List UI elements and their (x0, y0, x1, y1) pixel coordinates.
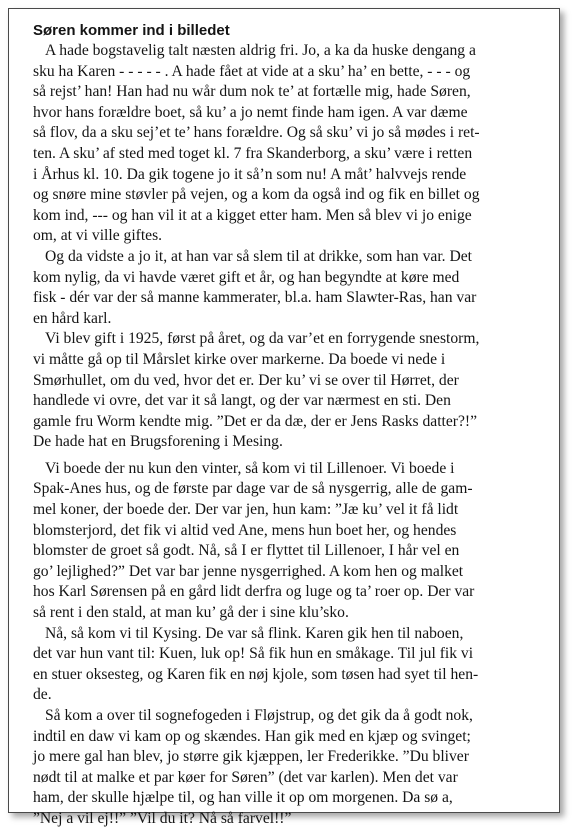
paragraph (33, 706, 555, 830)
paragraph (33, 329, 555, 453)
text-line: Vi blev gift i 1925, først på året, og da var’et en forrygende snestorm, (45, 330, 480, 348)
text-line: og snøre mine støvler på vejen, og a kom da også ind og fik en billet og (33, 186, 480, 204)
text-line: Spak-Anes hus, og de første par dage var de så nysgerrig, alle de gam- (33, 480, 473, 498)
text-line: handlede vi ovre, det var it så langt, og der var nærmest en sti. Den (33, 392, 451, 410)
text-line: ham, der skulle hjælpe til, og han ville it op om morgenen. Da sø a, (33, 789, 453, 807)
text-line: Så kom a over til sognefogeden i Fløjstrup, og det gik da å godt nok, (45, 707, 473, 724)
text-line: A hade bogstavelig talt næsten aldrig fri. Jo, a ka da huske dengang a (45, 42, 476, 59)
text-line: Og da vidste a jo it, at han var så slem til at drikke, som han var. Det (45, 247, 472, 265)
document-title: Søren kommer ind i billedet (33, 22, 230, 39)
text-line: indtil en daw vi kam op og skændes. Han gik med en kjæp og svinget; (33, 727, 471, 745)
paragraph (33, 624, 555, 706)
document-frame (8, 8, 560, 827)
text-line: nødt til at malke et par køer for Søren” (det var karlen). Men det var (33, 768, 458, 786)
text-line: kom ind, --- og han vil it at a kigget etter ham. Men så blev vi jo enige (33, 206, 472, 224)
text-line: blomster de groet så godt. Nå, så I er flyttet til Lillenoer, I hår vel en (33, 542, 460, 560)
text-line: kom nylig, da vi havde været gift et år, og han begyndte at køre med (33, 268, 460, 286)
text-line: så flov, da a sku sej’et te’ hans forældre. Og så sku’ vi jo så mødes i ret- (33, 124, 480, 142)
text-line: hvor hans forældre boet, så ku’ a jo nemt finde ham igen. A var dæme (33, 103, 468, 121)
document-body (33, 21, 555, 830)
text-line: så rent i den stald, at man ku’ gå der i sine klu’sko. (33, 604, 349, 622)
text-line: i Århus kl. 10. Da gik togene jo it så’n som nu! A måt’ halvvejs rende (33, 165, 467, 183)
text-line: Vi boede der nu kun den vinter, så kom vi til Lillenoer. Vi boede i (45, 459, 455, 477)
paragraph (33, 41, 555, 247)
text-line: så rejst’ han! Han had nu wår dum nok te’ at fortælle mig, hade Søren, (33, 83, 471, 101)
text-line: hos Karl Sørensen på en gård lidt derfra og luge og ta’ roer op. Der var (33, 583, 475, 601)
text-line: om, at vi ville giftes. (33, 227, 163, 245)
text-line: Nå, så kom vi til Kysing. De var så flink. Karen gik hen til naboen, (45, 624, 464, 642)
text-line: en hård karl. (33, 309, 112, 327)
text-line: ”Nej a vil ej!!” ”Vil du it? Nå så farvel!!” (33, 809, 292, 827)
text-line: ten. A sku’ af sted med toget kl. 7 fra Skanderborg, a sku’ være i retten (33, 144, 473, 162)
text-line: De hade hat en Brugsforening i Mesing. (33, 433, 283, 451)
text-line: jo mere gal han blev, jo større gik kjæppen, ler Frederikke. ”Du bliver (33, 748, 469, 766)
paragraph-container (33, 41, 555, 830)
paragraph (33, 247, 555, 329)
paragraph (33, 459, 555, 624)
text-line: go’ lejlighed?” Det var bar jenne nysgerrighed. A kom hen og malket (33, 562, 464, 580)
text-line: mel koner, der boede der. Der var jen, hun kam: ”Jæ ku’ vel it få lidt (33, 501, 459, 519)
text-line: en stuer oksesteg, og Karen fik en nøj kjole, som tøsen had syet til hen- (33, 665, 479, 683)
text-line: vi måtte gå op til Mårslet kirke over markerne. Da boede vi nede i (33, 350, 446, 368)
text-line: gamle fru Worm kendte mig. ”Det er da dæ, der er Jens Rasks datter?!” (33, 412, 478, 430)
text-line: fisk - dér var der så manne kammerater, bl.a. ham Slawter-Ras, han var (33, 289, 477, 307)
text-line: de. (33, 686, 52, 704)
text-line: det var hun vant til: Kuen, luk op! Så fik hun en småkage. Til jul fik vi (33, 645, 474, 663)
text-line: sku ha Karen - - - - - . A hade fået at vide at a sku’ ha’ en bette, - - - og (33, 62, 471, 80)
text-line: blomsterjord, det fik vi altid ved Ane, mens hun boet her, og hendes (33, 521, 457, 539)
text-line: Smørhullet, om du ved, hvor det er. Der ku’ vi se over til Hørret, der (33, 371, 459, 389)
